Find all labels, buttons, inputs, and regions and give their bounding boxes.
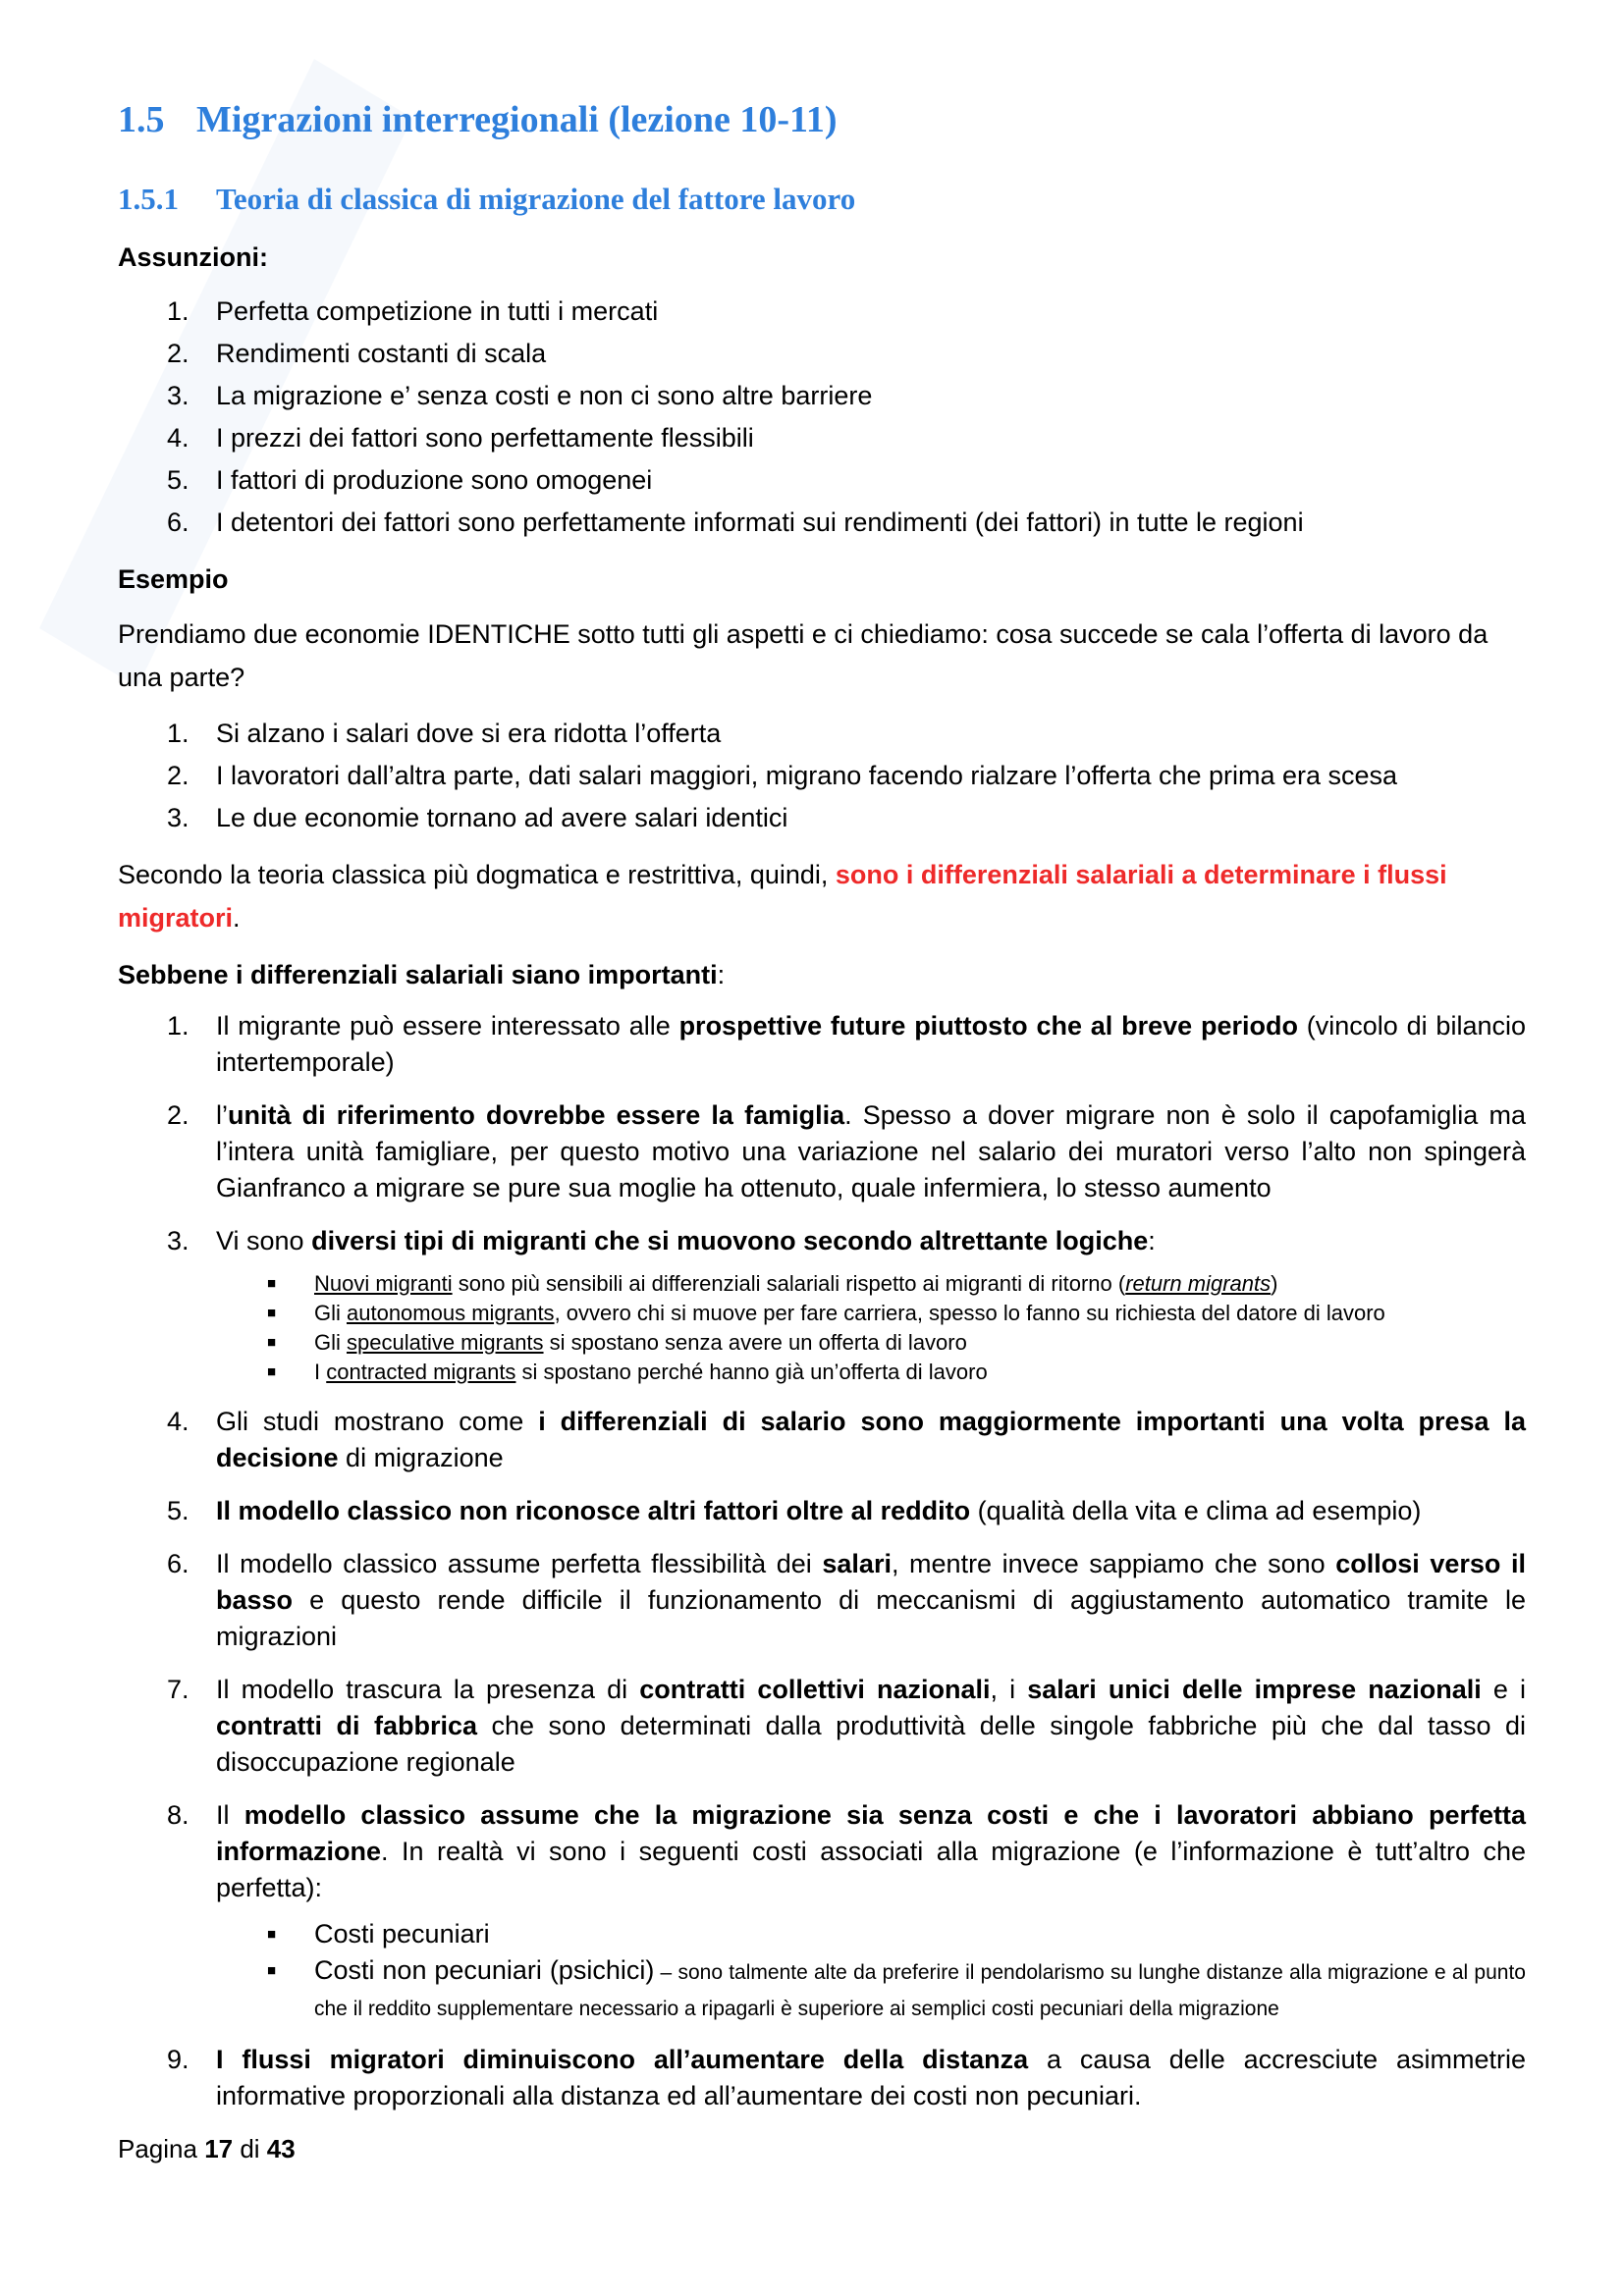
assumptions-label: Assunzioni: <box>118 242 268 272</box>
conclusion-paragraph: Secondo la teoria classica più dogmatica e restrittiva, quindi, sono i differenziali salariali a determinare i flussi migratori. <box>118 860 1447 933</box>
list-item: 5. Il modello classico non riconosce altri fattori oltre al reddito (qualità della vita e clima ad esempio) <box>167 1496 1422 1525</box>
list-item: 1. Il migrante può essere interessato alle prospettive future piuttosto che al breve periodo (vincolo di bilancio intertemporale) <box>167 1011 1526 1077</box>
migration-costs-list <box>216 1916 1526 2025</box>
sub-list-item: ■ Costi pecuniari <box>216 1916 1526 1952</box>
section-heading: 1.5 Migrazioni interregionali (lezione 10-11) <box>118 99 838 140</box>
list-item: 4. I prezzi dei fattori sono perfettamente flessibili <box>167 423 754 453</box>
list-item: 1. Si alzano i salari dove si era ridotta l’offerta <box>167 719 722 748</box>
sub-list-item: ■ Gli autonomous migrants, ovvero chi si muove per fare carriera, spesso lo fanno su richiesta del datore di lavoro <box>216 1299 1526 1328</box>
list-item: 7. Il modello trascura la presenza di contratti collettivi nazionali, i salari unici delle imprese nazionali e i contratti di fabbrica che sono determinati dalla produttività delle singole fabbriche più che dal tasso di disoccupazione regionale <box>167 1675 1527 1777</box>
list-item: 4. Gli studi mostrano come i differenziali di salario sono maggiormente importanti una volta presa la decisione di migrazione <box>167 1407 1526 1472</box>
list-item: 8. Il modello classico assume che la migrazione sia senza costi e che i lavoratori abbiano perfetta informazione. In realtà vi sono i seguenti costi associati alla migrazione (e l’informazione è tutt’altro che perfetta): ■ Costi pecuniari ■ Costi non pecuniari (psichici) – sono talmente alte da preferire il pendolarismo su lunghe distanze alla migrazione e al punto che il reddito supplementare necessario a ripagarli è superiore ai semplici costi pecuniari della migrazione <box>118 1797 1526 2025</box>
bullet-icon: ■ <box>267 1926 277 1943</box>
bullet-icon: ■ <box>267 1962 277 1979</box>
sub-list-item: ■ Gli speculative migrants si spostano senza avere un offerta di lavoro <box>216 1328 1526 1358</box>
list-item: 2. l’unità di riferimento dovrebbe essere la famiglia. Spesso a dover migrare non è solo il capofamiglia ma l’intera unità famigliare, per questo motivo una variazione nel salario dei muratori verso l’alto non spingerà Gianfranco a migrare se pure sua moglie ha ottenuto, quale infermiera, lo stesso aumento <box>167 1100 1526 1202</box>
example-intro: Prendiamo due economie IDENTICHE sotto tutti gli aspetti e ci chiediamo: cosa succede se cala l’offerta di lavoro da una parte? <box>118 619 1489 692</box>
critique-label: Sebbene i differenziali salariali siano importanti: <box>118 960 726 989</box>
page-footer: Pagina 17 di 43 <box>118 2134 296 2163</box>
highlight-text: sono i differenziali salariali a determinare i flussi migratori <box>118 860 1447 933</box>
list-item: 1. Perfetta competizione in tutti i mercati <box>167 296 659 326</box>
list-item: 6. Il modello classico assume perfetta flessibilità dei salari, mentre invece sappiamo che sono collosi verso il basso e questo rende difficile il funzionamento di meccanismi di aggiustamento automatico tramite le migrazioni <box>167 1549 1526 1651</box>
list-item: 6. I detentori dei fattori sono perfettamente informati sui rendimenti (dei fattori) in tutte le regioni <box>167 507 1304 537</box>
critique-list <box>118 1008 1526 2114</box>
sub-list-item: ■ Nuovi migranti sono più sensibili ai differenziali salariali rispetto ai migranti di ritorno (return migrants) <box>216 1269 1526 1299</box>
sub-list-item: ■ Costi non pecuniari (psichici) – sono talmente alte da preferire il pendolarismo su lunghe distanze alla migrazione e al punto che il reddito supplementare necessario a ripagarli è superiore ai semplici costi pecuniari della migrazione <box>216 1952 1526 2025</box>
list-item: 2. I lavoratori dall’altra parte, dati salari maggiori, migrano facendo rialzare l’offerta che prima era scesa <box>167 761 1398 790</box>
migrant-types-list <box>216 1269 1526 1387</box>
bullet-icon: ■ <box>267 1363 277 1380</box>
bullet-icon: ■ <box>267 1305 277 1321</box>
bullet-icon: ■ <box>267 1334 277 1351</box>
list-item: 3. Vi sono diversi tipi di migranti che si muovono secondo altrettante logiche: ■ Nuovi migranti sono più sensibili ai differenziali salariali rispetto ai migranti di ritorno (return migrants) ■ Gli autonomous migrants, ovvero chi si muove per fare carriera, spesso lo fanno su richiesta del datore di lavoro ■ Gli speculative migrants si spostano senza avere un offerta di lavoro ■ I contracted migrants si spostano perché hanno già un’offerta di lavoro <box>118 1223 1526 1387</box>
document-page <box>118 90 1526 2131</box>
list-item: 3. La migrazione e’ senza costi e non ci sono altre barriere <box>167 381 873 410</box>
example-label: Esempio <box>118 564 229 594</box>
bullet-icon: ■ <box>267 1275 277 1292</box>
example-list <box>118 713 1526 839</box>
assumptions-list <box>118 291 1526 544</box>
list-item: 9. I flussi migratori diminuiscono all’aumentare della distanza a causa delle accresciute asimmetrie informative proporzionali alla distanza ed all’aumentare dei costi non pecuniari. <box>167 2045 1526 2110</box>
list-item: 5. I fattori di produzione sono omogenei <box>167 465 653 495</box>
sub-list-item: ■ I contracted migrants si spostano perché hanno già un’offerta di lavoro <box>216 1358 1526 1387</box>
list-item: 3. Le due economie tornano ad avere salari identici <box>167 803 788 832</box>
subsection-heading: 1.5.1 Teoria di classica di migrazione del fattore lavoro <box>118 182 856 216</box>
list-item: 2. Rendimenti costanti di scala <box>167 339 547 368</box>
